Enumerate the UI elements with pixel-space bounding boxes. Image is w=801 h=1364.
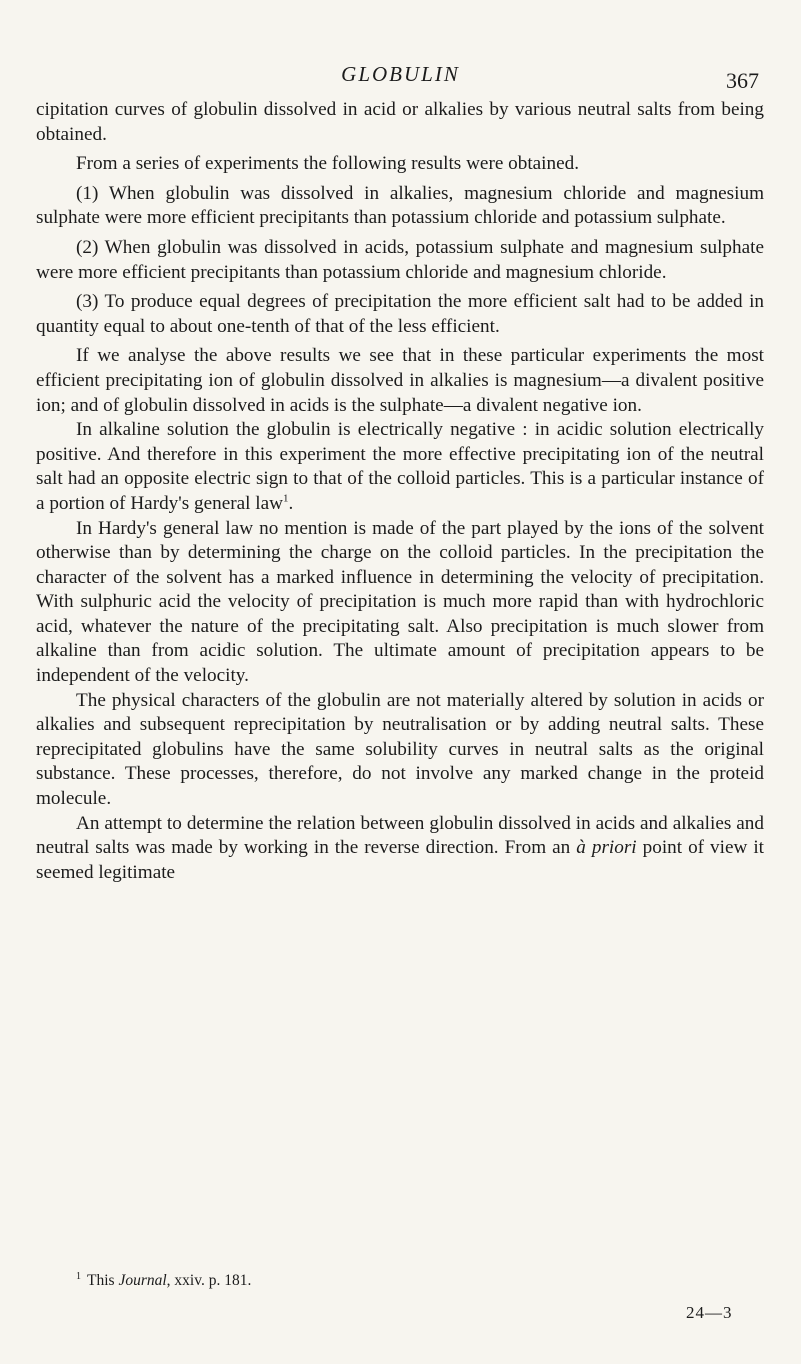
paragraph-result-3: (3) To produce equal degrees of precipitation the more efficient salt had to be added in quantity equal to about one-tenth of that of the less efficient. — [36, 291, 764, 337]
paragraph-electric-sign-text: In alkaline solution the globulin is electrically negative : in acidic solution electrically positive. And therefore in this experiment the more effective precipitating ion of the neutral salt had an opposite electric sign to that of the colloid particles. This is a particular instance of a portion of Hardy's general law — [36, 419, 764, 514]
paragraph-result-2: (2) When globulin was dissolved in acids, potassium sulphate and magnesium sulphate were more efficient precipitants than potassium chloride and magnesium chloride. — [36, 236, 764, 283]
paragraph-attempt — [36, 812, 764, 886]
footnote-text-end: , xxiv. p. 181. — [166, 1272, 252, 1289]
paragraph-attempt-start: An attempt to determine the relation between globulin dissolved in acids and alkalies and neutral salts was made by working in the reverse direction. From an — [36, 812, 764, 859]
paragraph-electric-sign — [36, 418, 764, 516]
footnote-mark: 1 — [76, 1270, 81, 1282]
paragraph-electric-sign-end: . — [288, 492, 294, 514]
paragraph-physical-characters: The physical characters of the globulin are not materially altered by solution in acids or alkalies and subsequent reprecipitation by neutralisation or by adding neutral salts. These reprecipitated globulins have the same solubility curves in neutral salts as the original substance. These processes, therefore, do not involve any marked change in the proteid molecule. — [36, 689, 764, 810]
paragraph-intro: From a series of experiments the following results were obtained. — [76, 153, 580, 175]
footnote-text-start: This — [87, 1272, 119, 1289]
body-text — [36, 98, 764, 885]
paragraph-result-1: (1) When globulin was dissolved in alkalies, magnesium chloride and magnesium sulphate were more efficient precipitants than potassium chloride and potassium sulphate. — [36, 182, 764, 229]
paragraph-attempt-end: point of view it seemed legitimate — [36, 837, 764, 883]
running-title: GLOBULIN — [341, 62, 460, 86]
paragraph-continued: cipitation curves of globulin dissolved in acid or alkalies by various neutral salts from being obtained. — [36, 99, 764, 145]
page-number: 367 — [726, 68, 759, 93]
footnote — [76, 1271, 776, 1291]
page-header — [0, 62, 801, 96]
footnote-journal: Journal — [118, 1272, 167, 1289]
printer-signature-mark: 24—3 — [686, 1303, 733, 1322]
paragraph-hardy-law: In Hardy's general law no mention is made of the part played by the ions of the solvent otherwise than by determining the charge on the colloid particles. In the precipitation the character of the solvent has a marked influence in determining the velocity of precipitation. With sulphuric acid the velocity of precipitation is much more rapid than with hydrochloric acid, whatever the nature of the precipitating salt. Also precipitation is much slower from alkaline than from acidic solution. The ultimate amount of precipitation appears to be independent of the velocity. — [36, 517, 764, 687]
a-priori-italic: à priori — [576, 837, 637, 859]
paragraph-analysis: If we analyse the above results we see that in these particular experiments the most efficient precipitating ion of globulin dissolved in alkalies is magnesium—a divalent positive ion; and of globulin dissolved in acids is the sulphate—a divalent negative ion. — [36, 345, 764, 416]
footnote-reference: 1 — [282, 492, 289, 505]
